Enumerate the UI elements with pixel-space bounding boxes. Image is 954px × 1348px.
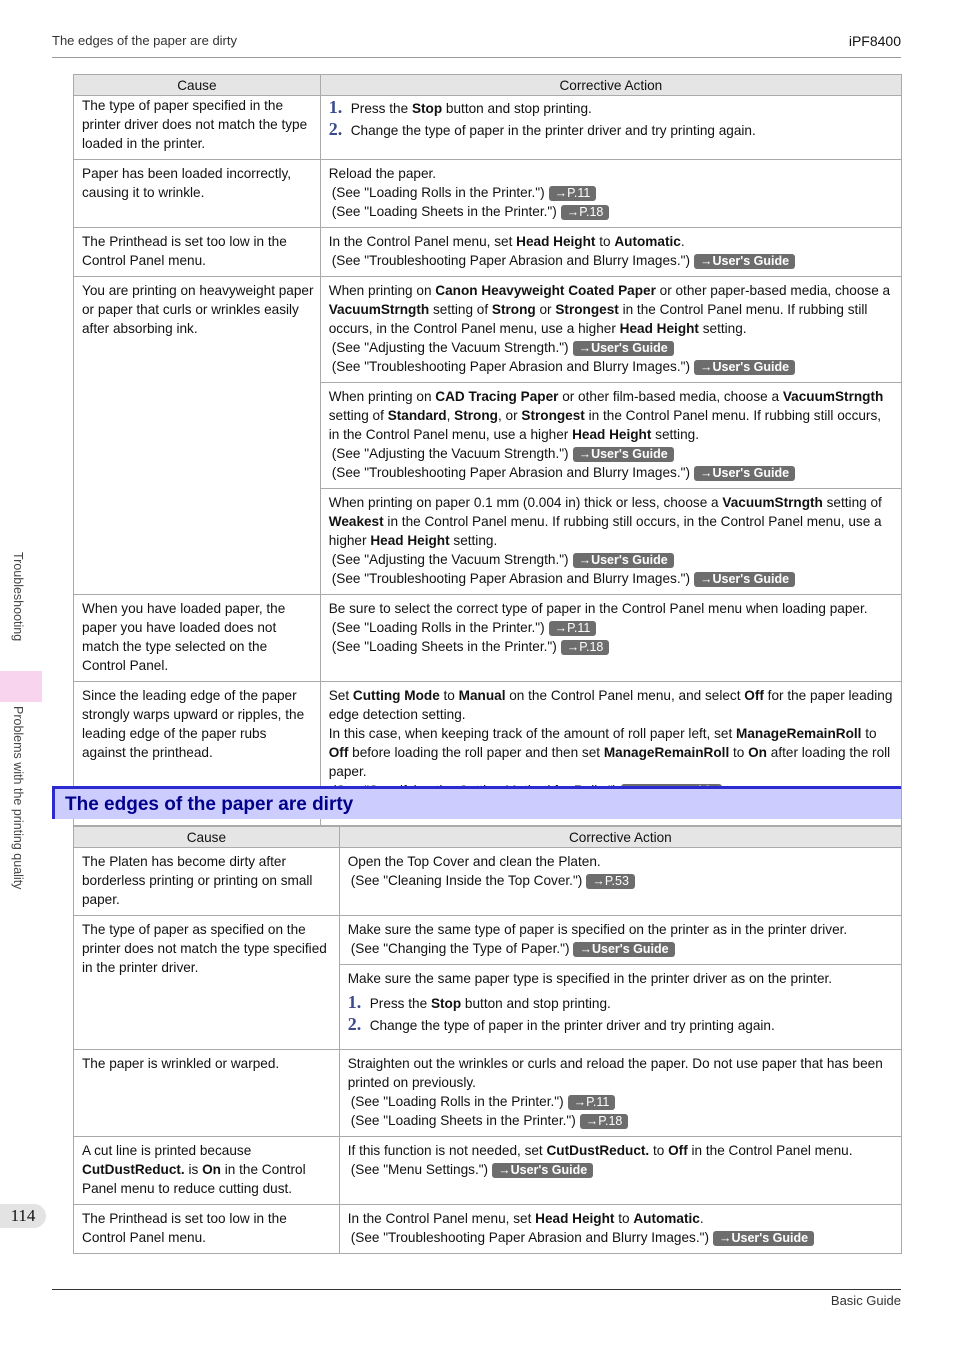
page-link[interactable]: →P.18 [580, 1114, 629, 1129]
action-cell [339, 1050, 901, 1137]
action-cell [339, 916, 901, 965]
users-guide-link[interactable]: →User's Guide [492, 1163, 593, 1178]
action-column-header: Corrective Action [339, 827, 901, 848]
causes-table-2 [73, 826, 902, 1254]
action-cell [339, 965, 901, 1050]
cause-cell: The Platen has become dirty after borderless printing or printing on small paper. [74, 848, 340, 916]
running-header-model: iPF8400 [848, 33, 901, 49]
cause-column-header: Cause [74, 75, 321, 96]
reference-line: (See "Changing the Type of Paper.") →User's Guide [351, 939, 895, 958]
reference-line: (See "Adjusting the Vacuum Strength.") →User's Guide [332, 444, 895, 463]
side-tab-section[interactable]: Problems with the printing quality [11, 706, 25, 890]
reference-line: (See "Loading Rolls in the Printer.") →P.11 [332, 618, 895, 637]
action-text: When printing on CAD Tracing Paper or other film-based media, choose a VacuumStrngth setting of Standard, Strong, or Strongest in the Control Panel menu. If rubbing still occurs, in the Control Panel menu, use a higher Head Height setting. [328, 389, 884, 442]
reference-line: (See "Loading Rolls in the Printer.") →P.11 [351, 1092, 895, 1111]
action-text: Open the Top Cover and clean the Platen. [347, 854, 601, 869]
action-text: Straighten out the wrinkles or curls and reload the paper. Do not use paper that has been printed on previously. [347, 1056, 883, 1090]
reference-line: (See "Troubleshooting Paper Abrasion and Blurry Images.") →User's Guide [332, 357, 895, 376]
table-row [74, 96, 902, 160]
reference-line: (See "Troubleshooting Paper Abrasion and Blurry Images.") →User's Guide [332, 569, 895, 588]
action-cell [320, 96, 901, 160]
action-column-header: Corrective Action [320, 75, 901, 96]
page-link[interactable]: →P.18 [561, 205, 610, 220]
action-text: In the Control Panel menu, set Head Height to Automatic. [328, 234, 685, 249]
page-number: 114 [0, 1204, 46, 1228]
users-guide-link[interactable]: →User's Guide [694, 572, 795, 587]
users-guide-link[interactable]: →User's Guide [694, 466, 795, 481]
page-link[interactable]: →P.18 [561, 640, 610, 655]
causes-table-1 [73, 74, 902, 826]
users-guide-link[interactable]: →User's Guide [694, 360, 795, 375]
cause-cell: The Printhead is set too low in the Control Panel menu. [74, 1205, 340, 1254]
step-item: 1. Press the Stop button and stop printing. [347, 992, 611, 1012]
cause-cell: You are printing on heavyweight paper or paper that curls or wrinkles easily after absorbing ink. [74, 277, 321, 595]
cause-cell: The type of paper as specified on the printer does not match the type specified in the printer driver. [74, 916, 340, 1050]
cause-cell: Paper has been loaded incorrectly, causing it to wrinkle. [74, 160, 321, 228]
cause-cell: The paper is wrinkled or warped. [74, 1050, 340, 1137]
cause-cell: A cut line is printed because CutDustReduct. is On in the Control Panel menu to reduce cutting dust. [74, 1137, 340, 1205]
action-text: In the Control Panel menu, set Head Height to Automatic. [347, 1211, 704, 1226]
action-text: In this case, when keeping track of the amount of roll paper left, set ManageRemainRoll to Off before loading the roll paper and then set ManageRemainRoll to On after loading the roll paper. [328, 726, 891, 779]
action-text: Set Cutting Mode to Manual on the Control Panel menu, and select Off for the paper leading edge detection setting. [328, 688, 893, 722]
users-guide-link[interactable]: →User's Guide [713, 1231, 814, 1246]
side-tab-marker [0, 671, 42, 702]
users-guide-link[interactable]: →User's Guide [694, 254, 795, 269]
reference-line: (See "Menu Settings.") →User's Guide [351, 1160, 895, 1179]
action-text: Be sure to select the correct type of paper in the Control Panel menu when loading paper. [328, 601, 868, 616]
users-guide-link[interactable]: →User's Guide [573, 341, 674, 356]
table-header-row [74, 75, 902, 96]
users-guide-link[interactable]: →User's Guide [573, 553, 674, 568]
reference-line: (See "Loading Sheets in the Printer.") →P.18 [332, 202, 895, 221]
action-text: When printing on paper 0.1 mm (0.004 in) thick or less, choose a VacuumStrngth setting of Weakest in the Control Panel menu. If rubbing still occurs, in the Control Panel menu, use a higher Head Height setting. [328, 495, 882, 548]
action-text: When printing on Canon Heavyweight Coated Paper or other paper-based media, choose a VacuumStrngth setting of Strong or Strongest in the Control Panel menu. If rubbing still occurs, in the Control Panel menu, use a higher Head Height setting. [328, 283, 891, 336]
reference-line: (See "Loading Sheets in the Printer.") →P.18 [332, 637, 895, 656]
table-row [74, 277, 902, 383]
action-cell [339, 1137, 901, 1205]
reference-line: (See "Loading Rolls in the Printer.") →P.11 [332, 183, 895, 202]
cause-cell: The Printhead is set too low in the Control Panel menu. [74, 228, 321, 277]
section-title: The edges of the paper are dirty [65, 794, 354, 815]
side-tab-chapter[interactable]: Troubleshooting [11, 552, 25, 642]
table-row [74, 848, 902, 916]
reference-line: (See "Cleaning Inside the Top Cover.") →P.53 [351, 871, 895, 890]
table-row [74, 595, 902, 682]
action-text: Reload the paper. [328, 166, 437, 181]
step-number: 1. [347, 992, 362, 1012]
page-link[interactable]: →P.11 [549, 186, 597, 201]
step-number: 2. [347, 1014, 362, 1034]
step-item: 2. Change the type of paper in the printer driver and try printing again. [328, 119, 756, 139]
running-header-title: The edges of the paper are dirty [52, 33, 238, 48]
action-cell [320, 277, 901, 383]
table-row [74, 1050, 902, 1137]
cause-cell: Since the leading edge of the paper strongly warps upward or ripples, the leading edge of the paper rubs against the printhead. [74, 682, 321, 826]
reference-line: (See "Adjusting the Vacuum Strength.") →User's Guide [332, 550, 895, 569]
footer-rule [52, 1289, 901, 1290]
table-row [74, 160, 902, 228]
reference-line: (See "Troubleshooting Paper Abrasion and Blurry Images.") →User's Guide [332, 463, 895, 482]
table-row [74, 916, 902, 965]
users-guide-link[interactable]: →User's Guide [573, 942, 674, 957]
action-cell [320, 160, 901, 228]
step-number: 2. [328, 119, 343, 139]
action-text: Make sure the same paper type is specified in the printer driver as on the printer. [347, 971, 833, 986]
table-row [74, 228, 902, 277]
step-item: 1. Press the Stop button and stop printing. [328, 97, 592, 117]
action-cell [320, 595, 901, 682]
reference-line: (See "Troubleshooting Paper Abrasion and Blurry Images.") →User's Guide [351, 1228, 895, 1247]
cause-cell: When you have loaded paper, the paper you have loaded does not match the type selected on the Control Panel. [74, 595, 321, 682]
action-cell [339, 1205, 901, 1254]
users-guide-link[interactable]: →User's Guide [573, 447, 674, 462]
page-link[interactable]: →P.11 [568, 1095, 616, 1110]
reference-line: (See "Troubleshooting Paper Abrasion and Blurry Images.") →User's Guide [332, 251, 895, 270]
table-header-row [74, 827, 902, 848]
section-heading [52, 786, 901, 819]
table-row [74, 1205, 902, 1254]
cause-column-header: Cause [74, 827, 340, 848]
table-row [74, 1137, 902, 1205]
reference-line: (See "Adjusting the Vacuum Strength.") →User's Guide [332, 338, 895, 357]
side-tab-label [11, 552, 25, 889]
page-link[interactable]: →P.53 [586, 874, 635, 889]
action-text: If this function is not needed, set CutDustReduct. to Off in the Control Panel menu. [347, 1143, 853, 1158]
footer-guide-name: Basic Guide [830, 1293, 901, 1308]
step-item: 2. Change the type of paper in the printer driver and try printing again. [347, 1014, 775, 1034]
action-cell [320, 228, 901, 277]
action-cell [320, 489, 901, 595]
header-rule [52, 57, 901, 58]
step-number: 1. [328, 97, 343, 117]
action-cell [320, 383, 901, 489]
cause-cell: The type of paper specified in the printer driver does not match the type loaded in the printer. [74, 96, 321, 160]
page-link[interactable]: →P.11 [549, 621, 597, 636]
action-cell [339, 848, 901, 916]
reference-line: (See "Loading Sheets in the Printer.") →P.18 [351, 1111, 895, 1130]
action-text: Make sure the same type of paper is specified on the printer as in the printer driver. [347, 922, 848, 937]
